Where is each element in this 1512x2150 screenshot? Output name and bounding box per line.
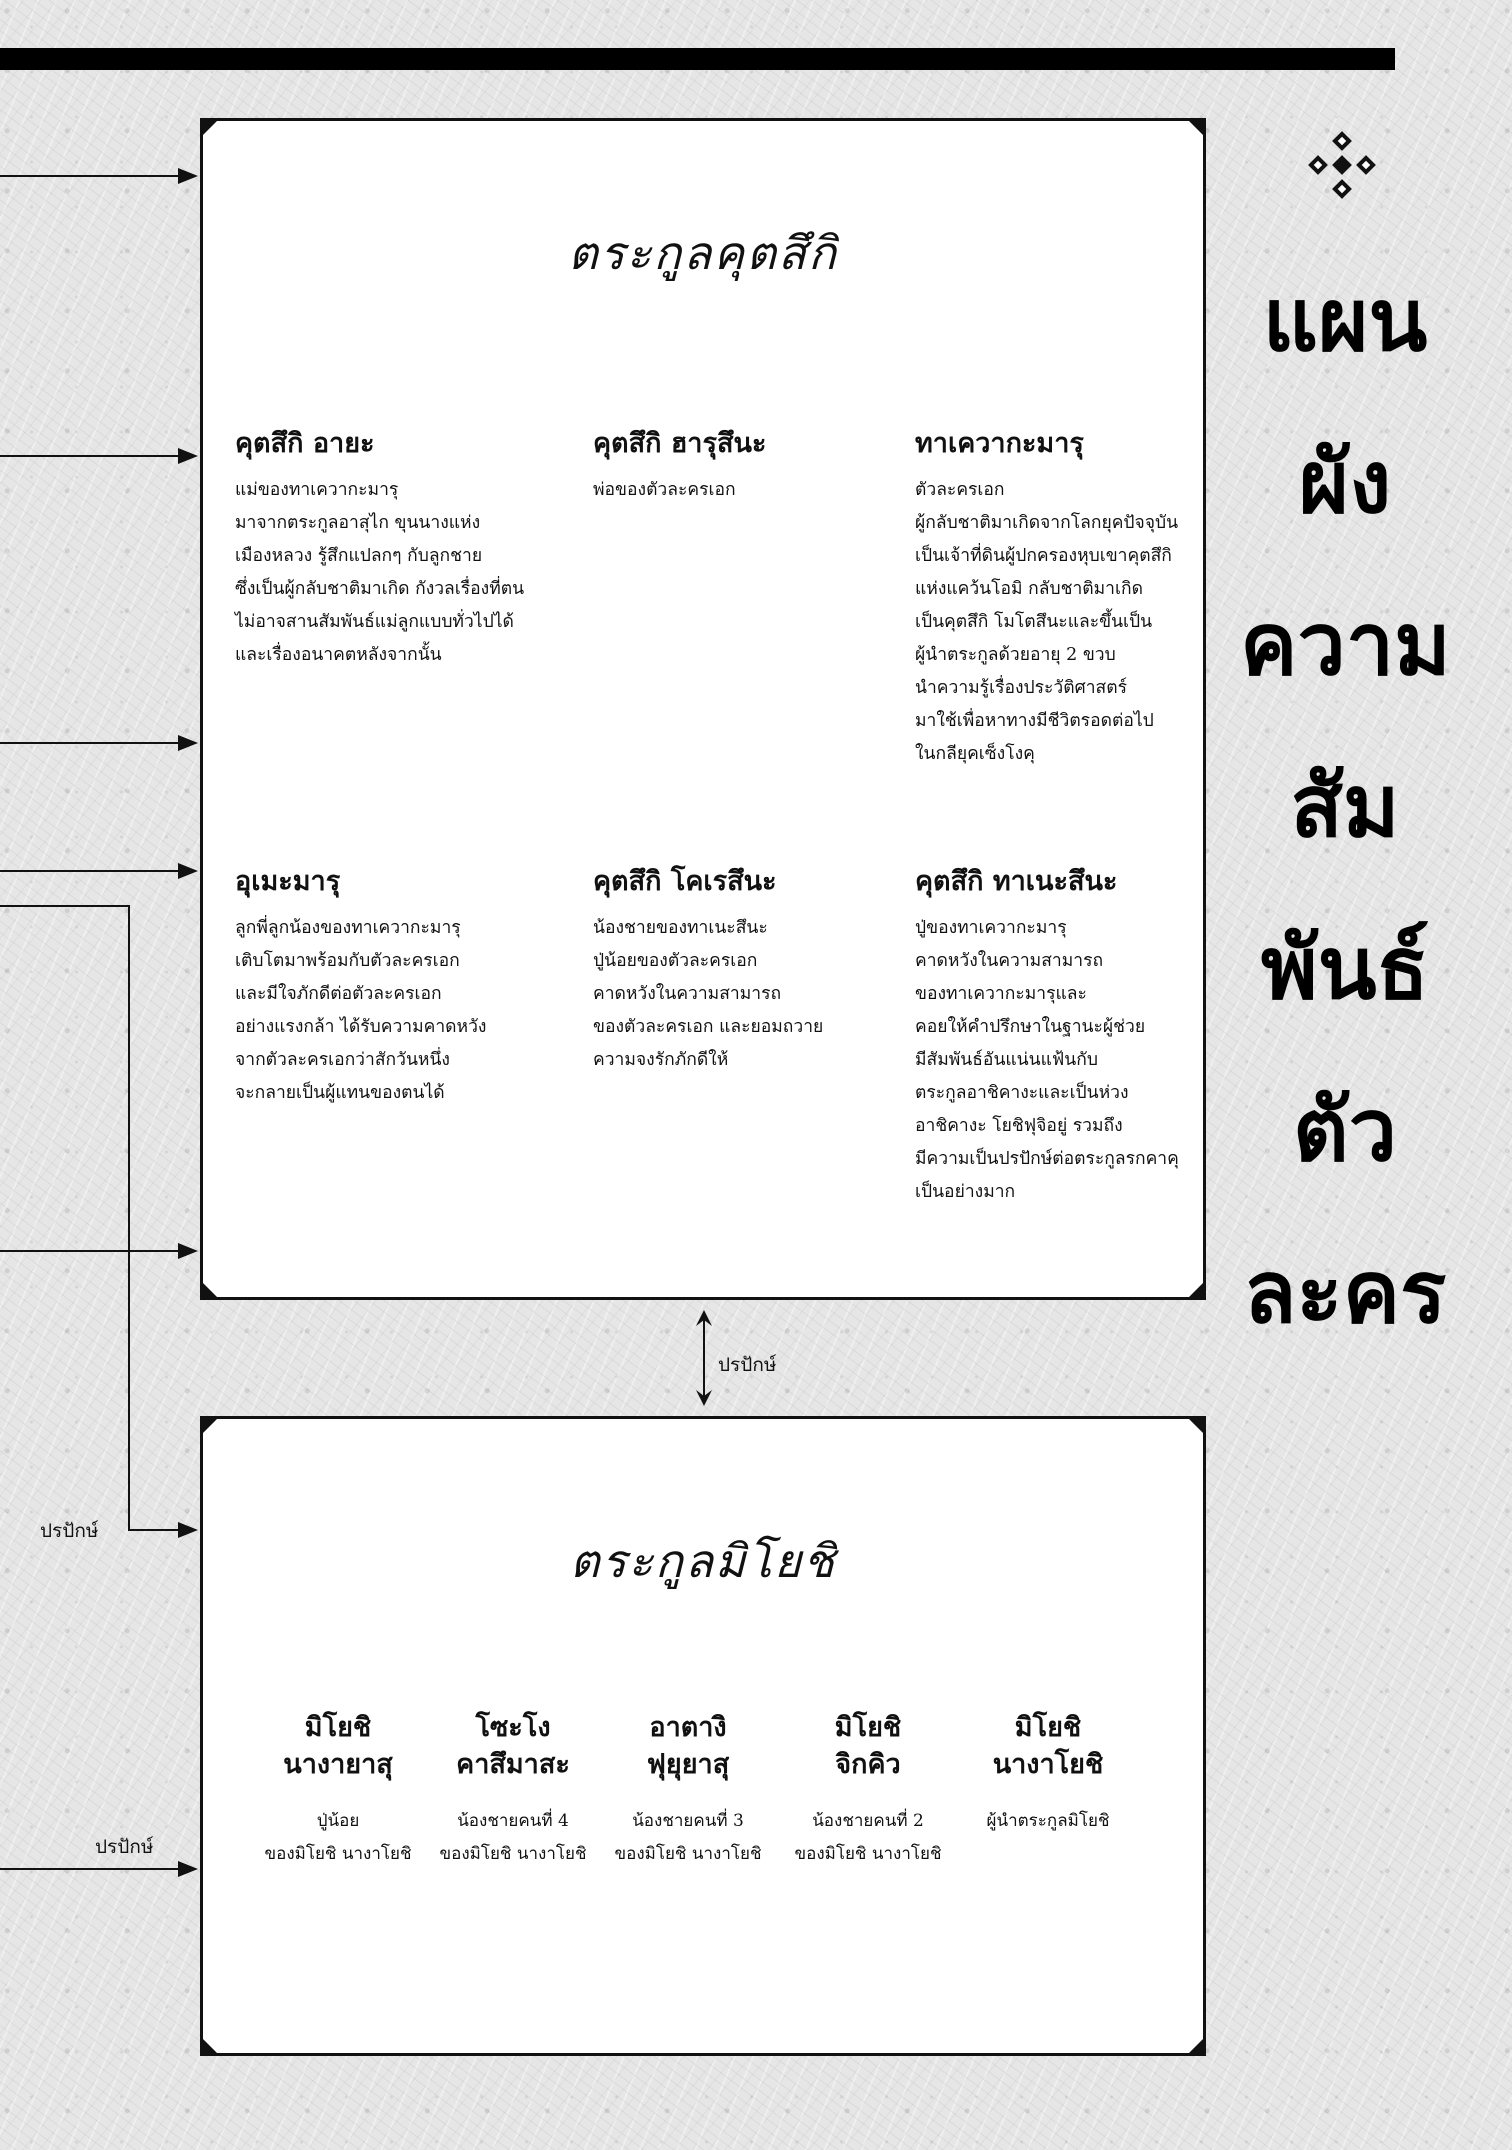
character-description: ลูกพี่ลูกน้องของทาเควากะมารุ เติบโตมาพร้อมกับตัวละครเอก และมีใจภักดีต่อตัวละครเอก อย่างแรงกล้า ได้รับความคาดหวัง จากตัวละครเอกว่าสักวันหนึ่ง จะกลายเป็นผู้แทนของตนได้	[235, 918, 487, 1103]
character-name: อาตางิ ฟุยุยาสุ	[646, 1712, 730, 1780]
character-description: น้องชายของทาเนะสึนะ ปู่น้อยของตัวละครเอก คาดหวังในความสามารถ ของตัวละครเอก และยอมถวาย ความจงรักภักดีให้	[593, 918, 824, 1070]
character-description: ผู้นำตระกูลมิโยชิ	[986, 1811, 1110, 1831]
connector-line	[0, 742, 180, 744]
character-name: มิโยชิ นางาโยชิ	[992, 1712, 1104, 1780]
character-name: มิโยชิ นางายาสุ	[283, 1712, 393, 1780]
character-description: ปู่ของทาเควากะมารุ คาดหวังในความสามารถ ของทาเควากะมารุและ คอยให้คำปรึกษาในฐานะผู้ช่วย มีสัมพันธ์อันแน่นแฟ้นกับ ตระกูลอาชิคางะและเป็นห่วง อาชิคางะ โยชิฟุจิอยู่ รวมถึง มีความเป็นปรปักษ์ต่อตระกูลรกคาคุ เป็นอย่างมาก	[915, 918, 1179, 1202]
character-card	[235, 859, 486, 1110]
panel-corner	[200, 118, 220, 138]
character-card	[235, 421, 524, 672]
title-part: ละคร	[1243, 1243, 1447, 1343]
connector-line	[0, 1868, 180, 1870]
side-relation-label: ปรปักษ์	[95, 1836, 154, 1858]
character-name: มิโยชิ จิกคิว	[834, 1712, 902, 1780]
connector-line	[0, 870, 180, 872]
character-card	[248, 1709, 428, 1871]
arrow-icon	[178, 1861, 198, 1877]
title-part: ผัง	[1298, 433, 1392, 533]
miyoshi-clan-panel	[200, 1416, 1206, 2056]
character-name: โซะโง คาสึมาสะ	[456, 1712, 570, 1780]
panel-corner	[200, 2036, 220, 2056]
arrow-icon	[178, 863, 198, 879]
panel-corner	[1186, 1416, 1206, 1436]
top-black-bar	[0, 48, 1395, 70]
character-card	[915, 859, 1179, 1209]
panel-corner	[1186, 2036, 1206, 2056]
panel-corner	[200, 1416, 220, 1436]
relationship-chart-title	[1240, 240, 1450, 1374]
double-arrow-icon	[692, 1310, 716, 1406]
panel-corner	[200, 1280, 220, 1300]
title-part: แผน	[1262, 271, 1428, 371]
character-description: ปู่น้อย ของมิโยชิ นางาโยชิ	[264, 1811, 412, 1864]
connector-line	[0, 905, 130, 907]
character-name: คุตสึกิ ฮารุสึนะ	[593, 428, 767, 459]
panel-corner	[1186, 118, 1206, 138]
connector-line	[0, 455, 180, 457]
character-name: คุตสึกิ ทาเนะสึนะ	[915, 866, 1118, 897]
character-name: ทาเควากะมารุ	[915, 428, 1084, 459]
title-part: ความ	[1240, 595, 1451, 695]
character-description: น้องชายคนที่ 4 ของมิโยชิ นางาโยชิ	[439, 1811, 587, 1864]
title-part: สัม	[1290, 757, 1400, 857]
arrow-icon	[178, 448, 198, 464]
character-card	[915, 421, 1178, 771]
connector-line	[0, 1250, 180, 1252]
panel-corner	[1186, 1280, 1206, 1300]
character-description: พ่อของตัวละครเอก	[593, 480, 736, 500]
character-card	[958, 1709, 1138, 1838]
character-card	[598, 1709, 778, 1871]
arrow-icon	[178, 168, 198, 184]
character-description: น้องชายคนที่ 3 ของมิโยชิ นางาโยชิ	[614, 1811, 762, 1864]
character-name: อุเมะมารุ	[235, 866, 341, 897]
title-part: พันธ์	[1261, 919, 1429, 1019]
center-relation-label: ปรปักษ์	[718, 1354, 777, 1376]
miyoshi-clan-title: ตระกูลมิโยชิ	[569, 1534, 837, 1588]
character-description: น้องชายคนที่ 2 ของมิโยชิ นางาโยชิ	[794, 1811, 942, 1864]
character-description: ตัวละครเอก ผู้กลับชาติมาเกิดจากโลกยุคปัจจุบัน เป็นเจ้าที่ดินผู้ปกครองหุบเขาคุตสึกิ แห่งแคว้นโอมิ กลับชาติมาเกิด เป็นคุตสึกิ โมโตสึนะและขึ้นเป็น ผู้นำตระกูลด้วยอายุ 2 ขวบ นำความรู้เรื่องประวัติศาสตร์ มาใช้เพื่อหาทางมีชีวิตรอดต่อไป ในกลียุคเซ็งโงคุ	[915, 480, 1179, 764]
connector-line	[0, 175, 180, 177]
arrow-icon	[178, 1522, 198, 1538]
side-relation-label: ปรปักษ์	[40, 1520, 99, 1542]
connector-line	[128, 905, 130, 1530]
title-part: ตัว	[1292, 1081, 1398, 1181]
character-description: แม่ของทาเควากะมารุ มาจากตระกูลอาสุไก ขุนนางแห่ง เมืองหลวง รู้สึกแปลกๆ กับลูกชาย ซึ่งเป็นผู้กลับชาติมาเกิด กังวลเรื่องที่ตน ไม่อาจสานสัมพันธ์แม่ลูกแบบทั่วไปได้ และเรื่องอนาคตหลังจากนั้น	[235, 480, 525, 665]
arrow-icon	[178, 1243, 198, 1259]
kudsuki-clan-title: ตระกูลคุตสึกิ	[568, 226, 838, 280]
arrow-icon	[178, 735, 198, 751]
diamond-emblem-icon	[1307, 130, 1377, 200]
character-card	[423, 1709, 603, 1871]
character-name: คุตสึกิ อายะ	[235, 428, 375, 459]
character-card	[778, 1709, 958, 1871]
kudsuki-clan-panel	[200, 118, 1206, 1300]
character-card	[593, 421, 766, 507]
character-name: คุตสึกิ โคเรสึนะ	[593, 866, 777, 897]
connector-line	[128, 1529, 180, 1531]
character-card	[593, 859, 823, 1077]
